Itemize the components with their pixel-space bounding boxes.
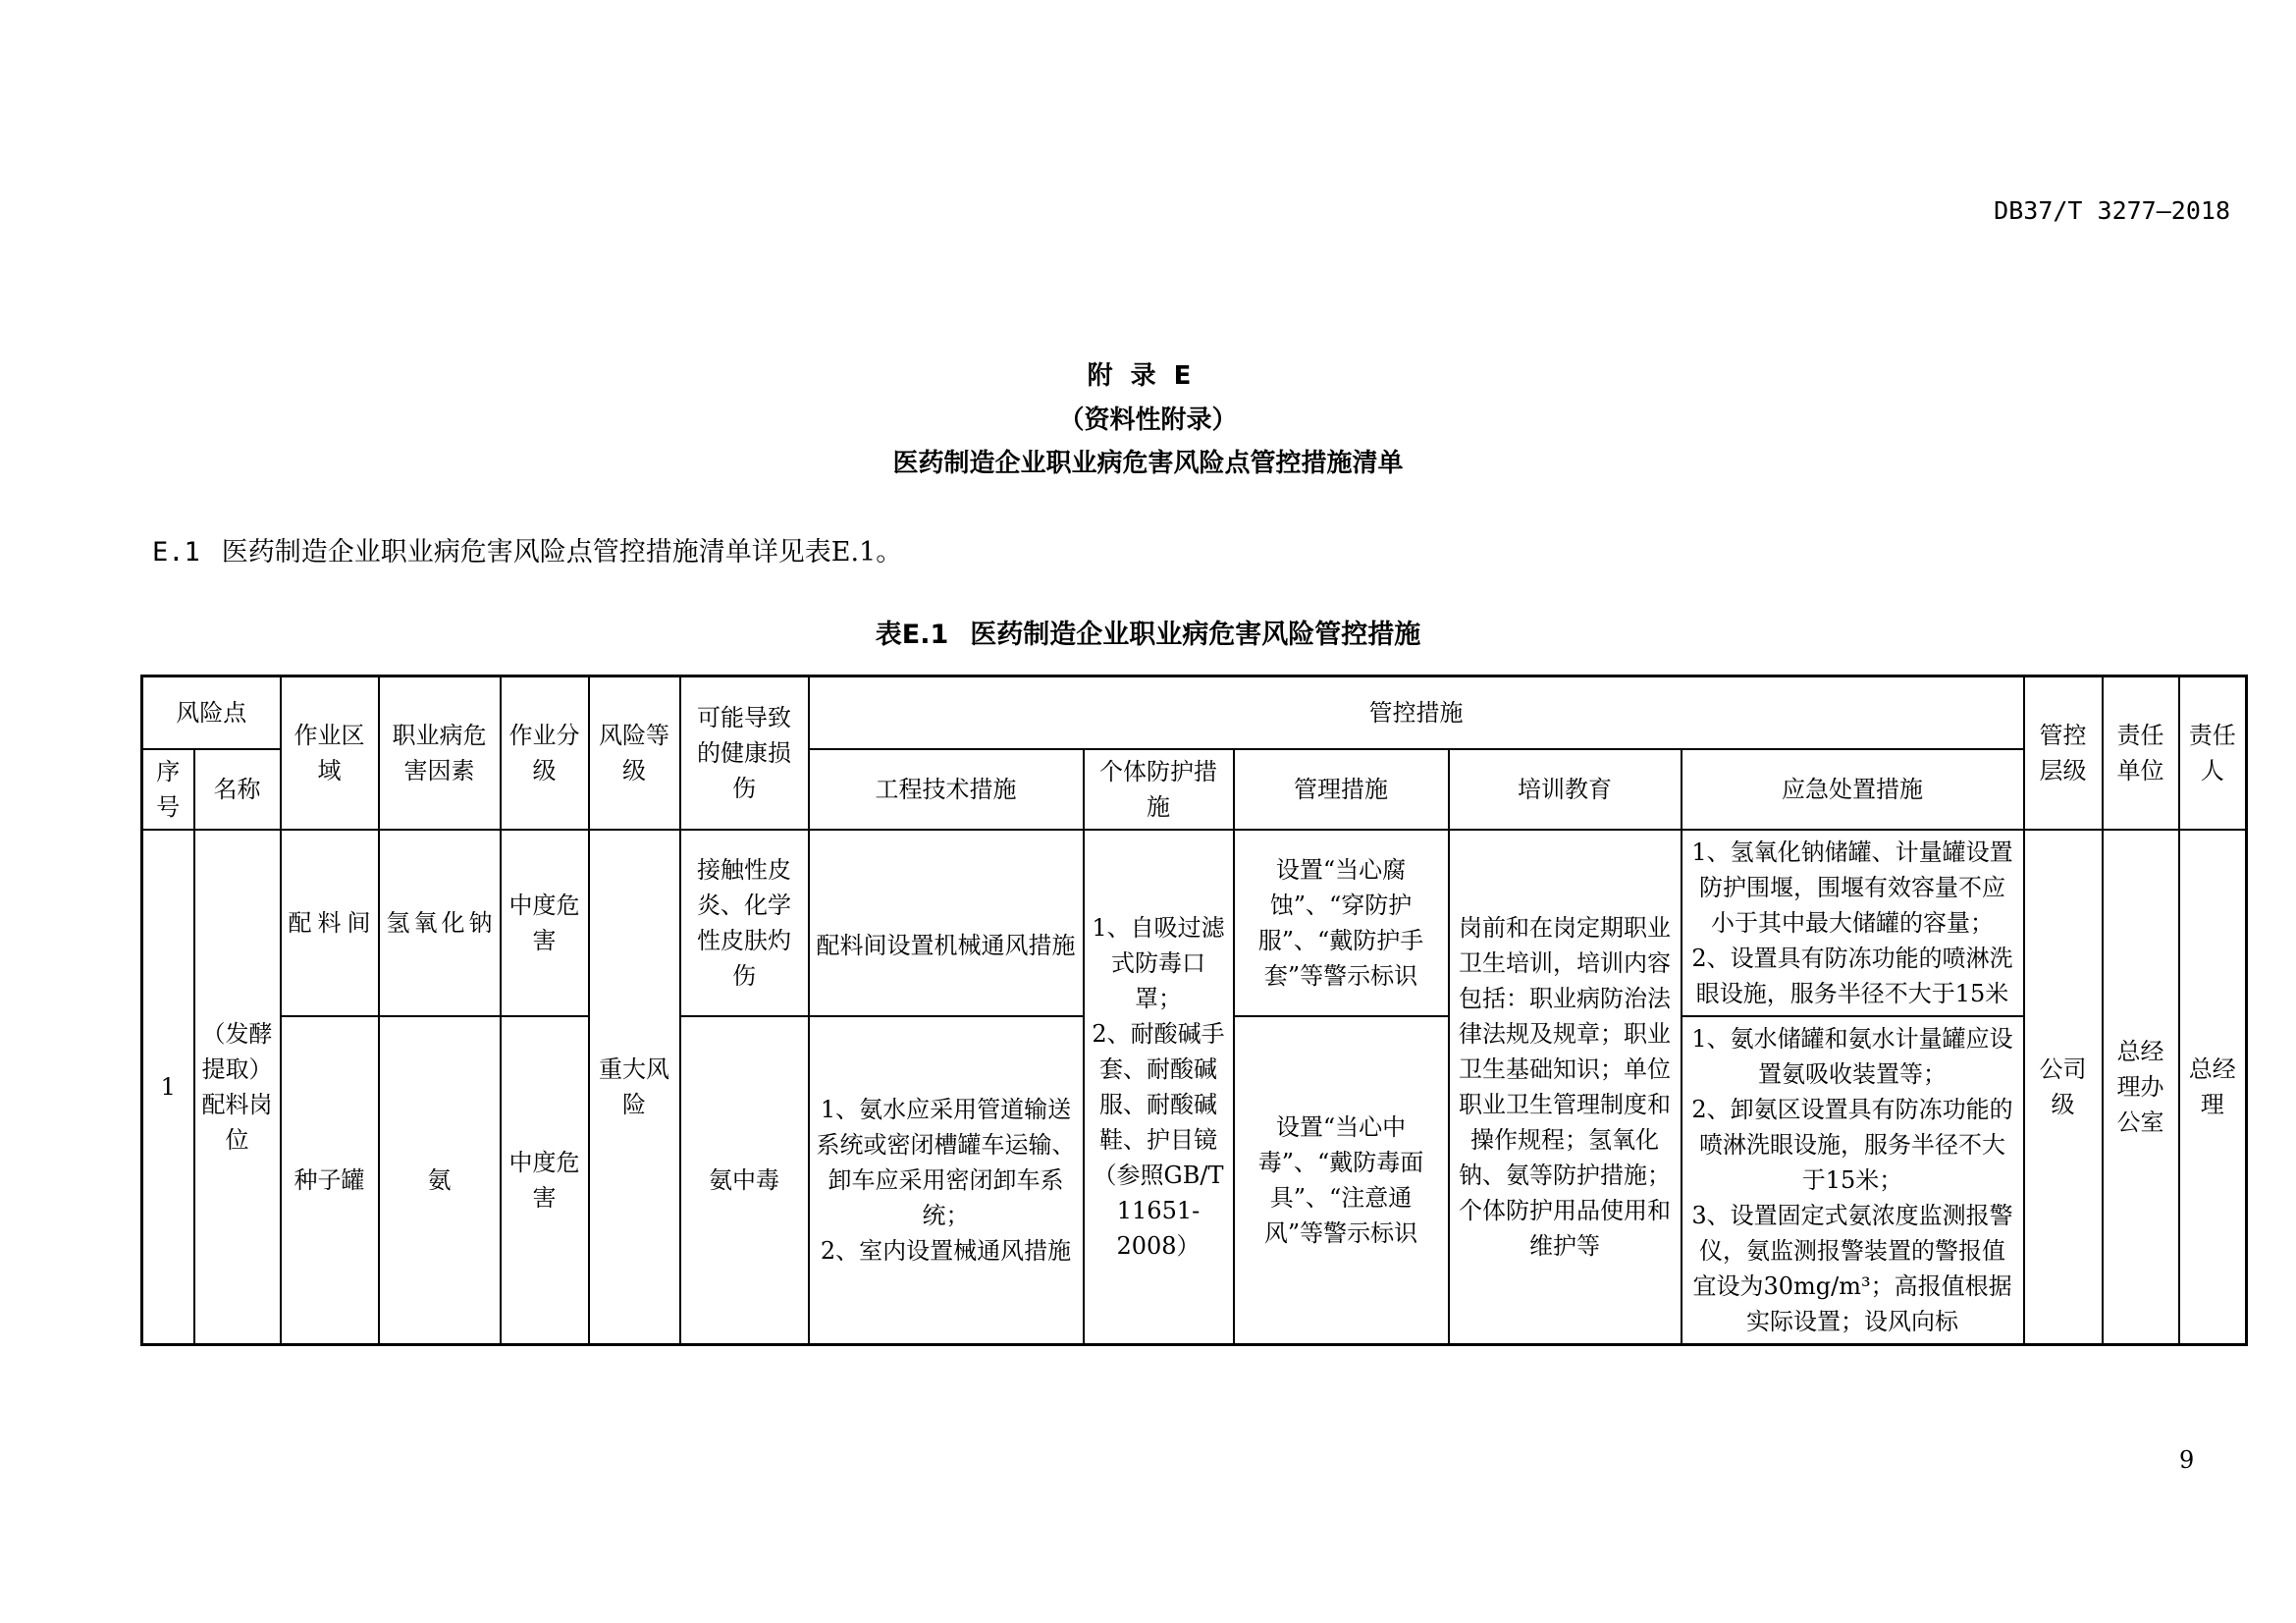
document-code: DB37/T 3277—2018 (1994, 196, 2230, 225)
table-title-text: 医药制造企业职业病危害风险管控措施 (970, 620, 1421, 650)
header-responsible-unit: 责任单位 (2103, 676, 2179, 830)
intro-number: E.1 (152, 537, 200, 568)
management-cell: 设置“当心腐蚀”、“穿防护服”、“戴防护手套”等警示标识 (1234, 830, 1449, 1016)
engineering-cell: 配料间设置机械通风措施 (809, 830, 1084, 1016)
header-control-measures: 管控措施 (809, 676, 2024, 749)
work-area-cell: 种子罐 (281, 1016, 379, 1345)
intro-text: 医药制造企业职业病危害风险点管控措施清单详见表E.1。 (221, 537, 903, 568)
hazard-factor-cell: 氨 (379, 1016, 501, 1345)
personal-protection-cell: 1、自吸过滤式防毒口罩； 2、耐酸碱手套、耐酸碱服、耐酸碱鞋、护目镜（参照GB/T 11651-2008） (1084, 830, 1234, 1345)
work-grade-cell: 中度危害 (501, 1016, 589, 1345)
header-control-level: 管控层级 (2024, 676, 2103, 830)
header-management: 管理措施 (1234, 749, 1449, 830)
risk-control-table (140, 675, 2248, 1346)
header-seq: 序号 (142, 749, 194, 830)
training-cell: 岗前和在岗定期职业卫生培训，培训内容包括：职业病防治法律法规及规章；职业卫生基础知识；单位职业卫生管理制度和操作规程；氢氧化钠、氨等防护措施；个体防护用品使用和维护等 (1449, 830, 1682, 1345)
hazard-factor-cell: 氢氧化钠 (379, 830, 501, 1016)
header-health-damage: 可能导致的健康损伤 (680, 676, 809, 830)
header-risk-point: 风险点 (142, 676, 281, 749)
header-training: 培训教育 (1449, 749, 1682, 830)
header-name: 名称 (194, 749, 281, 830)
engineering-cell: 1、氨水应采用管道输送系统或密闭槽罐车运输、卸车应采用密闭卸车系统； 2、室内设置械通风措施 (809, 1016, 1084, 1345)
appendix-title: 附录E (1087, 361, 1209, 391)
row-seq: 1 (142, 830, 194, 1345)
work-area-cell: 配料间 (281, 830, 379, 1016)
header-personal-protection: 个体防护措施 (1084, 749, 1234, 830)
control-level-cell: 公司级 (2024, 830, 2103, 1345)
page-number: 9 (2179, 1446, 2195, 1474)
row-name: （发酵提取）配料岗位 (194, 830, 281, 1345)
health-damage-cell: 接触性皮炎、化学性皮肤灼伤 (680, 830, 809, 1016)
appendix-name: 医药制造企业职业病危害风险点管控措施清单 (892, 449, 1404, 478)
emergency-cell: 1、氨水储罐和氨水计量罐应设置氨吸收装置等； 2、卸氨区设置具有防冻功能的喷淋洗眼设施，服务半径不大于15米； 3、设置固定式氨浓度监测报警仪，氨监测报警装置的警报值宜设为30mg/m³；高报值根据实际设置；设风向标 (1682, 1016, 2024, 1345)
management-cell: 设置“当心中毒”、“戴防毒面具”、“注意通风”等警示标识 (1234, 1016, 1449, 1345)
health-damage-cell: 氨中毒 (680, 1016, 809, 1345)
intro-paragraph (152, 530, 902, 568)
table-title (0, 613, 2296, 651)
header-engineering: 工程技术措施 (809, 749, 1084, 830)
emergency-cell: 1、氢氧化钠储罐、计量罐设置防护围堰，围堰有效容量不应小于其中最大储罐的容量； 2、设置具有防冻功能的喷淋洗眼设施，服务半径不大于15米 (1682, 830, 2024, 1016)
header-responsible-person: 责任人 (2179, 676, 2247, 830)
header-hazard-factor: 职业病危害因素 (379, 676, 501, 830)
responsible-person-cell: 总经理 (2179, 830, 2247, 1345)
appendix-subtitle: （资料性附录） (1058, 406, 1238, 435)
header-emergency: 应急处置措施 (1682, 749, 2024, 830)
responsible-unit-cell: 总经理办公室 (2103, 830, 2179, 1345)
work-grade-cell: 中度危害 (501, 830, 589, 1016)
risk-level-cell: 重大风险 (589, 830, 680, 1345)
header-work-area: 作业区域 (281, 676, 379, 830)
header-work-grade: 作业分级 (501, 676, 589, 830)
table-number: 表E.1 (875, 620, 949, 650)
header-risk-level: 风险等级 (589, 676, 680, 830)
